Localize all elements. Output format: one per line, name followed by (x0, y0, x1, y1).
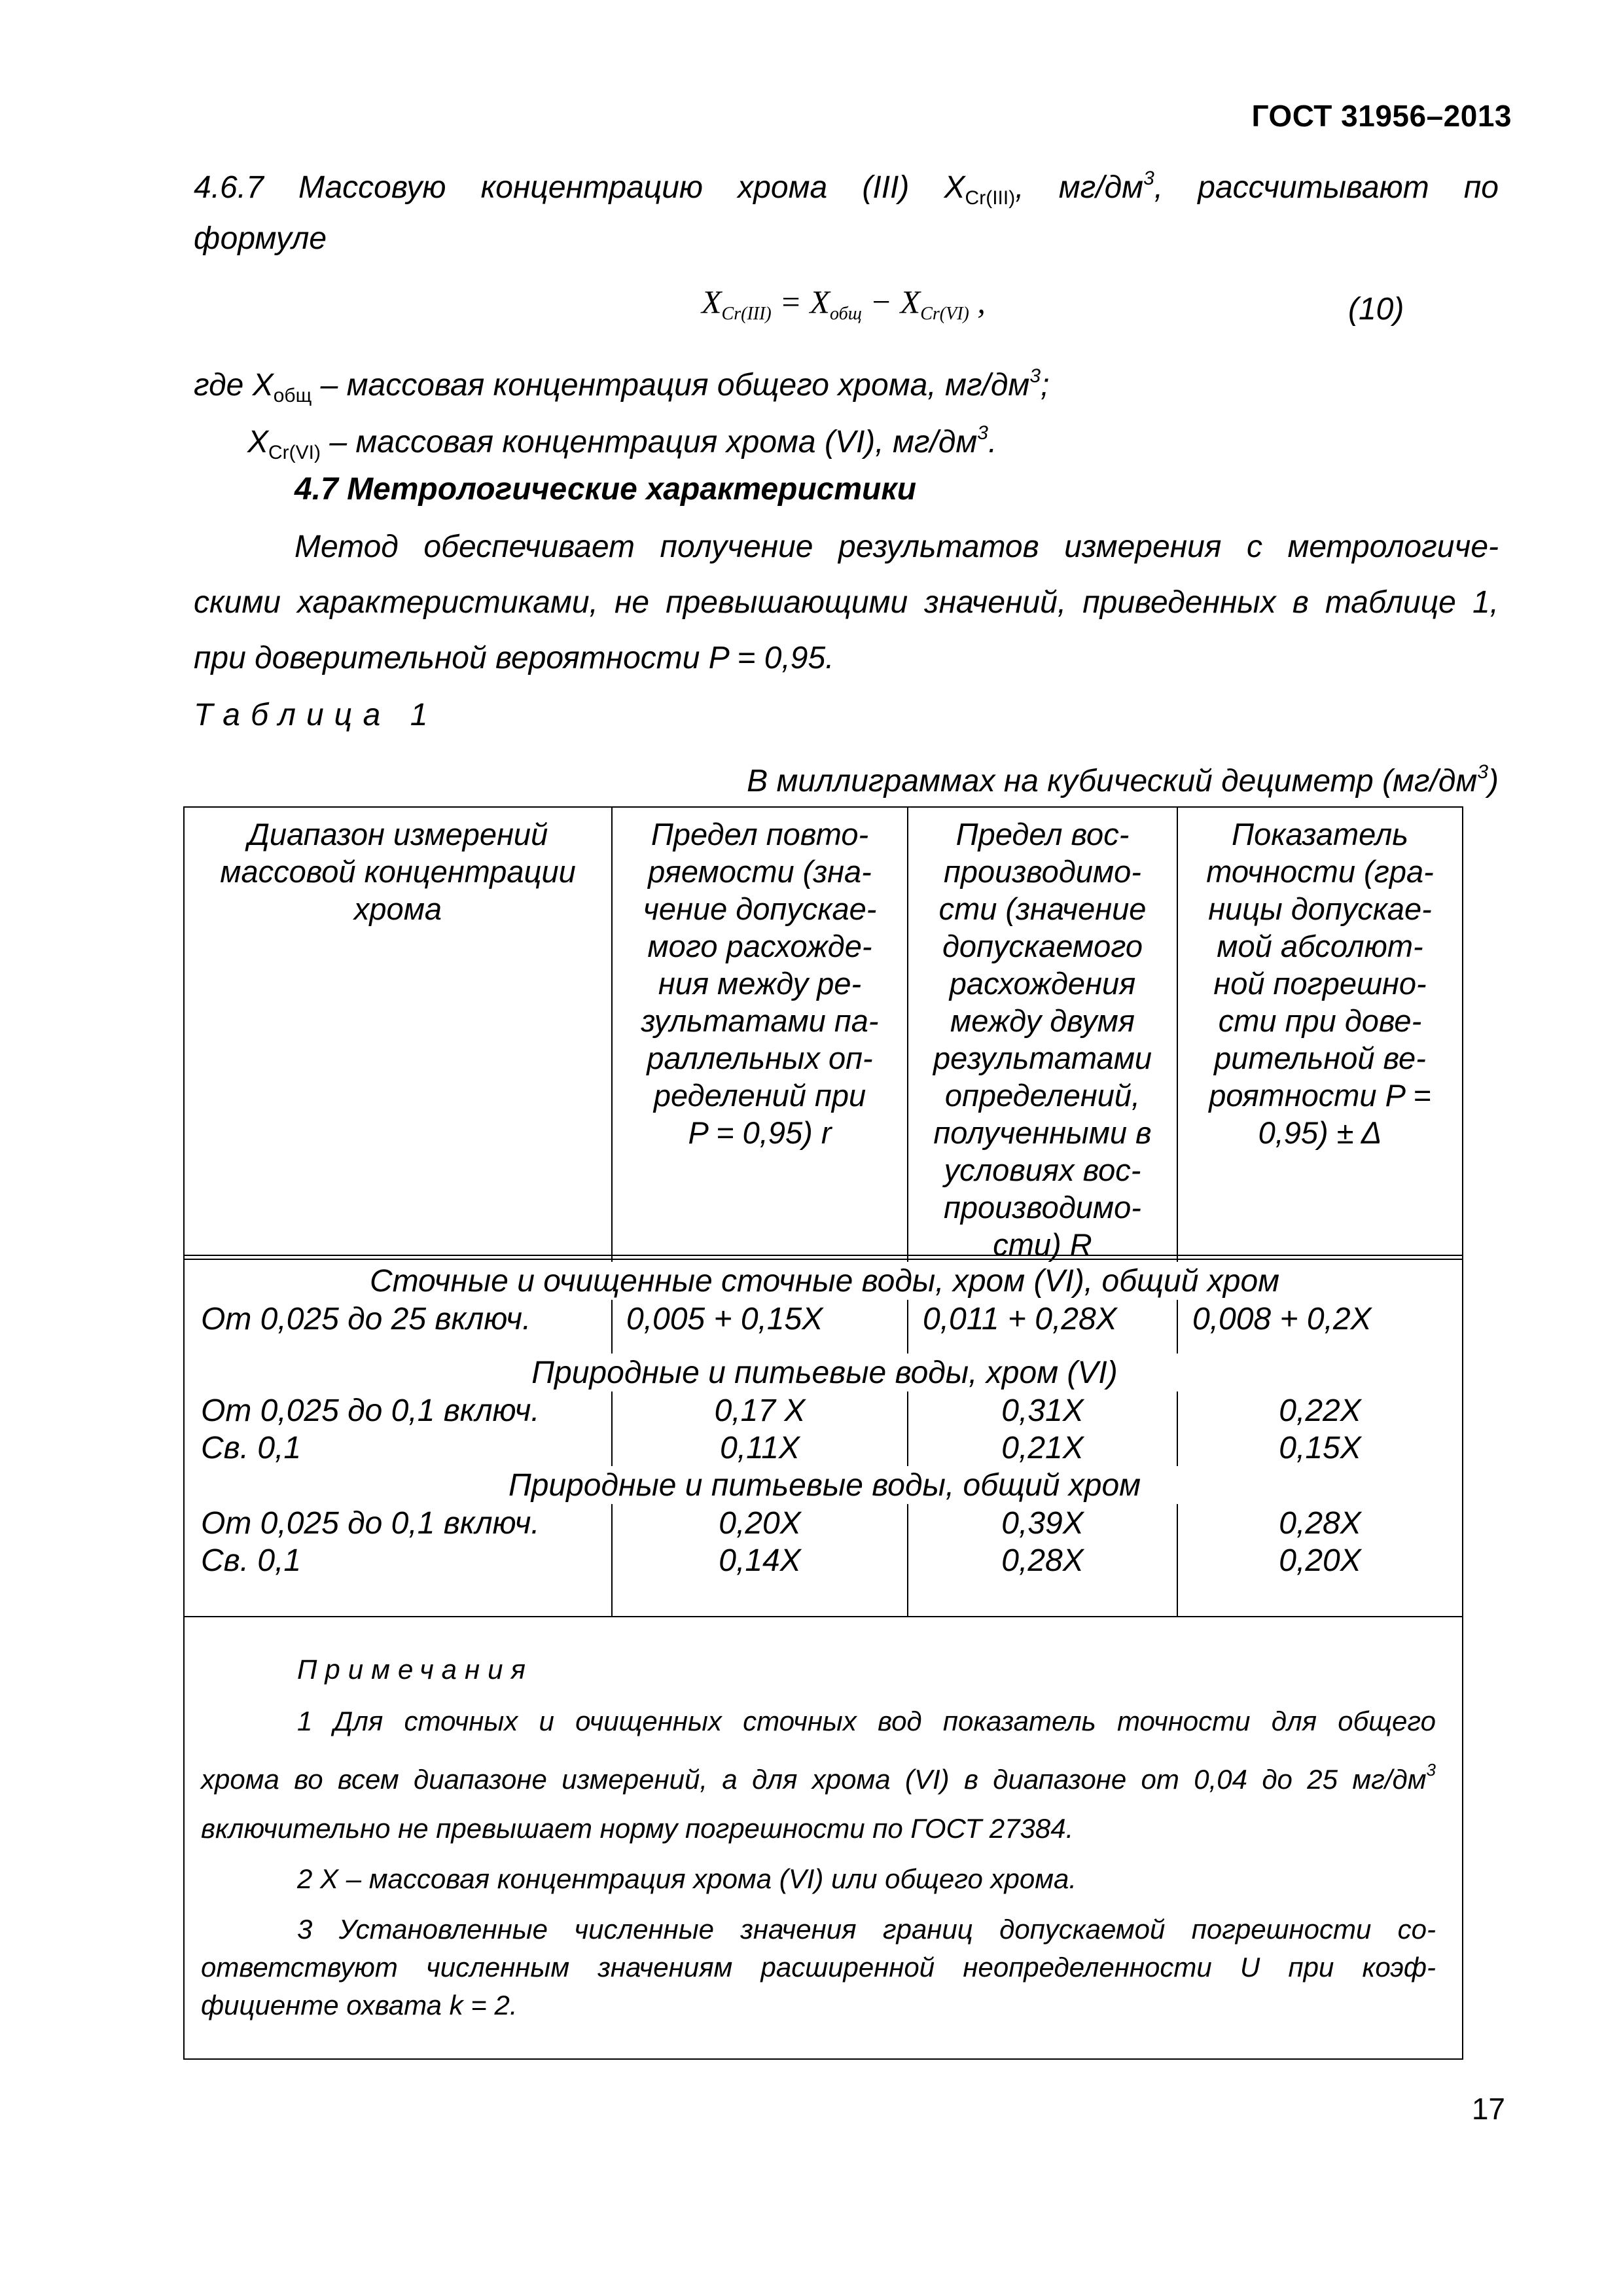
note-3-line3: фициенте охвата k = 2. (201, 1990, 518, 2020)
section-title-natural-total: Природные и питьевые воды, общий хром (508, 1468, 1141, 1503)
header-accuracy: Показатель точности (гра- ницы допускае- мой абсолют- ной погрешно- сти при дове- рительной ве- роятности P = 0,95) ± Δ (1206, 817, 1434, 1150)
table-cell: 0,14X (719, 1543, 801, 1578)
para-467-line1: 4.6.7 Массовую концентрацию хрома (III) $X_{Cr(III)}$, $мг/дм^3$, рассчитывают по (194, 168, 1499, 209)
formula-number: (10) (1348, 292, 1404, 327)
header-range: Диапазон измерений массовой концентрации хрома (220, 817, 576, 926)
section-47-title: 4.7 Метрологические характеристики (294, 472, 917, 507)
table-cell: 0,15X (1279, 1431, 1361, 1465)
page-number: 17 (1471, 2092, 1505, 2126)
document-code: ГОСТ 31956–2013 (1251, 99, 1512, 133)
header-reproducibility: Предел вос- производимо- сти (значение допускаемого расхождения между двумя результатами определений, полученными в условиях вос- производимо- сти) R (933, 817, 1152, 1262)
note-1-line1: 1 Для сточных и очищенных сточных вод показатель точности для общего (297, 1706, 1436, 1736)
where-line-2: $X_{Cr(VI)}$ – массовая концентрация хрома (VI), $мг/дм^3$. (247, 422, 997, 463)
section-title-wastewater: Сточные и очищенные сточные воды, хром (VI), общий хром (369, 1264, 1280, 1299)
where-line-1: где $X_{общ}$ – массовая концентрация общего хрома, $мг/дм^3$; (194, 365, 1050, 406)
table-cell: 0,20X (1279, 1543, 1361, 1578)
header-divider-b (185, 1259, 1462, 1260)
note-3-line2: ответствуют численным значениям расширенной неопределенности U при коэф- (201, 1952, 1436, 1982)
note-2: 2 X – массовая концентрация хрома (VI) или общего хрома. (297, 1863, 1077, 1894)
note-1-line2: хрома во всем диапазоне измерений, а для хрома (VI) в диапазоне от 0,04 до 25 $мг/дм^3$ (201, 1760, 1436, 1795)
table-cell: Св. 0,1 (201, 1431, 302, 1465)
table-cell: 0,22X (1279, 1393, 1361, 1428)
header-divider-a (185, 1255, 1462, 1256)
table-cell: 0,31X (1001, 1393, 1084, 1428)
table-cell: От 0,025 до 25 включ. (201, 1302, 531, 1336)
table-cell: От 0,025 до 0,1 включ. (201, 1506, 540, 1541)
header-repeatability: Предел повто- ряемости (зна- чение допускае- мого расхожде- ния между ре- зультатами па- раллельных оп- ределений при P = 0,95) r (641, 817, 879, 1150)
section-title-natural-cr6: Природные и питьевые воды, хром (VI) (531, 1355, 1118, 1390)
table-cell: 0,011 + 0,28X (923, 1302, 1117, 1336)
notes-title: Примечания (297, 1654, 533, 1685)
section-47-line2: скими характеристиками, не превышающими значений, приведенных в таблице 1, (194, 585, 1499, 620)
note-3-line1: 3 Установленные численные значения границ допускаемой погрешности со- (297, 1914, 1436, 1945)
table-cell: 0,17 X (714, 1393, 806, 1428)
table-cell: 0,28X (1001, 1543, 1084, 1578)
table-cell: 0,20X (719, 1506, 801, 1541)
table-cell: Св. 0,1 (201, 1543, 302, 1578)
table-cell: 0,39X (1001, 1506, 1084, 1541)
table-cell: 0,008 + 0,2X (1192, 1302, 1372, 1336)
table-cell: 0,005 + 0,15X (626, 1302, 823, 1336)
table-cell: 0,21X (1001, 1431, 1084, 1465)
notes-divider (185, 1616, 1462, 1617)
section-47-line1: Метод обеспечивает получение результатов измерения с метрологиче- (294, 529, 1499, 564)
table-cell: От 0,025 до 0,1 включ. (201, 1393, 540, 1428)
table-caption: Таблица 1 (194, 698, 438, 732)
table-units: В миллиграммах на кубический дециметр $(мг/дм^3)$ (747, 761, 1499, 798)
para-467-line2: формуле (194, 221, 327, 256)
formula-10: $X_{Cr(III)} = X_{общ} - X_{Cr(VI)}$ , (702, 283, 986, 324)
table-cell: 0,28X (1279, 1506, 1361, 1541)
table-cell: 0,11X (720, 1431, 800, 1465)
section-47-line3: при доверительной вероятности P = 0,95. (194, 641, 834, 675)
note-1-line3: включительно не превышает норму погрешности по ГОСТ 27384. (201, 1813, 1074, 1844)
metrology-table (183, 806, 1463, 2060)
